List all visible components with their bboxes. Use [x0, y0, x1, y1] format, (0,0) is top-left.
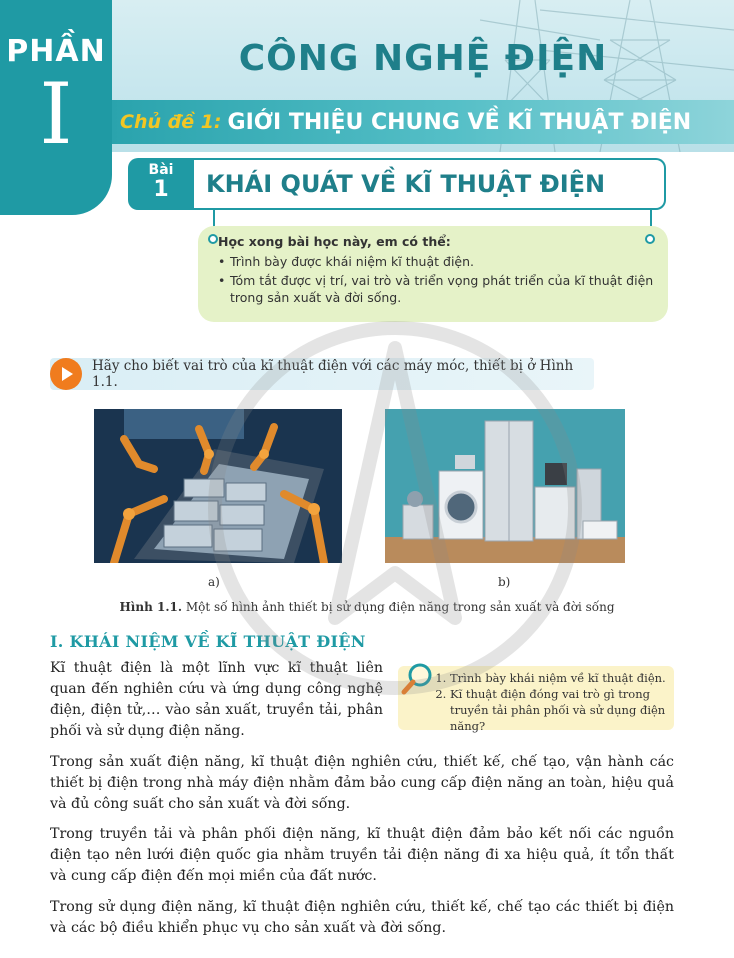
question-item: 2. Kĩ thuật điện đóng vai trò gì trong truyền tải phân phối và sử dụng điện năng?	[450, 686, 668, 734]
paragraph: Trong sản xuất điện năng, kĩ thuật điện nghiên cứu, thiết kế, chế tạo, vận hành các thiết bị điện trong nhà máy điện nhằm đảm bảo cung cấp điện năng an toàn, hiệu quả và đủ công suất cho sản xuất và đời sống.	[50, 754, 674, 812]
lesson-badge-number: 1	[153, 177, 169, 202]
figure-b-home-appliances	[385, 409, 625, 563]
objectives-heading: Học xong bài học này, em có thể:	[218, 234, 451, 249]
question-box	[398, 666, 674, 733]
question-item: 1. Trình bày khái niệm về kĩ thuật điện.	[450, 670, 668, 686]
part-word: PHẦN	[6, 34, 106, 69]
paragraph: Trong sử dụng điện năng, kĩ thuật điện nghiên cứu, thiết kế, chế tạo các thiết bị điện và các bộ điều khiển phục vụ cho sản xuất và đời sống.	[50, 899, 674, 936]
paragraph: Trong truyền tải và phân phối điện năng, kĩ thuật điện đảm bảo kết nối các nguồn điện tạo nên lưới điện quốc gia nhằm truyền tải điện năng đi xa hiệu quả, ít tổn thất và cung cấp điện đến mọi miền của đất nước.	[50, 826, 674, 884]
figure-caption-text: Một số hình ảnh thiết bị sử dụng điện năng trong sản xuất và đời sống	[185, 600, 615, 614]
figure-caption	[0, 600, 734, 614]
figure-label-a: a)	[208, 575, 220, 589]
figure-a-robot-assembly	[94, 409, 342, 563]
paragraph: Kĩ thuật điện là một lĩnh vực kĩ thuật liên quan đến nghiên cứu và ứng dụng công nghệ điện, điện tử,… vào sản xuất, truyền tải, phân phối và sử dụng điện năng.	[50, 660, 383, 739]
topic-label: Chủ đề 1:	[120, 111, 222, 133]
lesson-title: KHÁI QUÁT VỀ KĨ THUẬT ĐIỆN	[194, 158, 666, 210]
topic-bar	[112, 100, 734, 144]
magnifier-icon	[400, 662, 434, 696]
objective-dot-right	[645, 234, 655, 244]
robot-assembly-illustration	[94, 409, 342, 563]
learning-objectives	[198, 226, 668, 322]
figure-label-b: b)	[498, 575, 511, 589]
topic-title: GIỚI THIỆU CHUNG VỀ KĨ THUẬT ĐIỆN	[227, 109, 692, 135]
lesson-badge-word: Bài	[148, 162, 174, 178]
objective-item: • Tóm tắt được vị trí, vai trò và triển vọng phát triển của kĩ thuật điện trong sản xuất và đời sống.	[218, 272, 654, 306]
objective-dot-left	[208, 234, 218, 244]
part-tab	[0, 0, 112, 215]
section-heading: I. KHÁI NIỆM VỀ KĨ THUẬT ĐIỆN	[50, 632, 366, 651]
start-question: Hãy cho biết vai trò của kĩ thuật điện với các máy móc, thiết bị ở Hình 1.1.	[50, 358, 594, 390]
part-number: I	[39, 65, 73, 163]
figure-caption-label: Hình 1.1.	[119, 600, 183, 614]
home-appliances-illustration	[385, 409, 625, 563]
objective-item: • Trình bày được khái niệm kĩ thuật điện.	[218, 253, 654, 270]
play-circle-icon	[50, 358, 82, 390]
main-title: CÔNG NGHỆ ĐIỆN	[238, 38, 608, 79]
lesson-badge	[128, 158, 194, 210]
